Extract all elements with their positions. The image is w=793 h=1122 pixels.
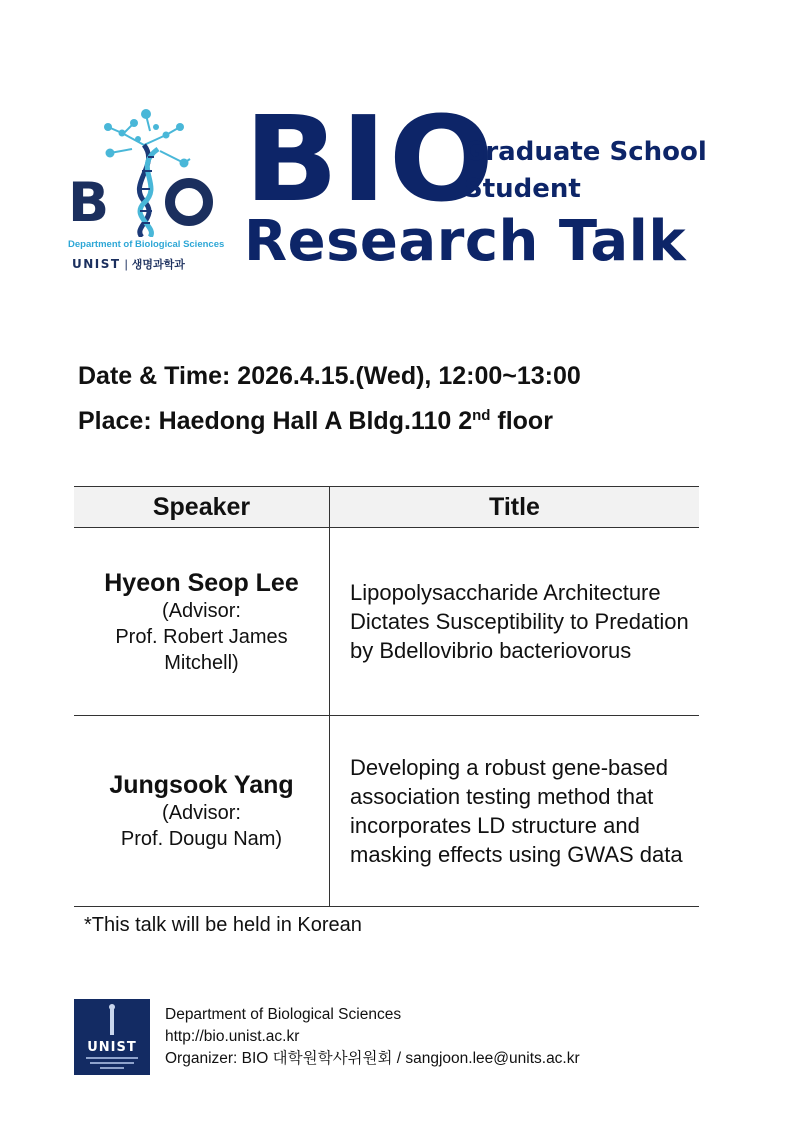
speaker-cell	[74, 528, 330, 716]
unist-footer-logo	[74, 999, 150, 1075]
advisor-line: Prof. Robert James	[115, 625, 288, 648]
advisor-line: (Advisor:	[162, 802, 241, 824]
logo-letter-b: B	[68, 171, 110, 234]
footer-contact	[165, 1004, 580, 1070]
speaker-name: Jungsook Yang	[109, 771, 294, 799]
unist-emblem-icon	[74, 999, 150, 1075]
subtitle-line-2: Student	[464, 174, 581, 204]
footer-logo-text: UNIST	[87, 1040, 137, 1055]
speaker-cell	[74, 716, 330, 907]
advisor-line: (Advisor:	[162, 599, 241, 622]
table-header-row	[74, 487, 699, 528]
place-text: Place: Haedong Hall A Bldg.110 2	[78, 407, 473, 435]
research-talk-title: Research Talk	[244, 209, 687, 274]
table-row	[74, 528, 699, 716]
logo-department-label: Department of Biological Sciences	[68, 239, 225, 250]
talk-title: Developing a robust gene-based association testing method that incorporates LD structure and masking effects using GWAS data	[330, 716, 700, 907]
logo-unist-label	[72, 256, 185, 272]
footer-organizer: Organizer: BIO 대학원학사위원회 / sangjoon.lee@units.ac.kr	[165, 1050, 580, 1067]
column-header-title: Title	[330, 487, 700, 528]
place-floor: floor	[490, 407, 553, 435]
speaker-name: Hyeon Seop Lee	[104, 568, 299, 597]
logo-korean-label: 생명과학과	[131, 259, 185, 271]
language-note: *This talk will be held in Korean	[84, 914, 362, 936]
footer-department: Department of Biological Sciences	[165, 1006, 402, 1023]
subtitle-line-1: Graduate School	[464, 137, 707, 167]
advisor-line: Mitchell)	[164, 651, 239, 674]
event-subtitle	[464, 134, 707, 208]
table-row	[74, 716, 699, 907]
column-header-speaker: Speaker	[74, 487, 330, 528]
advisor-line: Prof. Dougu Nam)	[120, 828, 283, 850]
dna-tree-icon	[62, 105, 227, 237]
bio-department-logo	[62, 105, 227, 275]
place	[78, 407, 553, 436]
place-ordinal-suffix: nd	[472, 407, 491, 424]
logo-separator: |	[124, 257, 128, 271]
logo-unist-brand: UNIST	[72, 257, 121, 271]
date-time: Date & Time: 2026.4.15.(Wed), 12:00~13:00	[78, 362, 581, 390]
talk-title: Lipopolysaccharide Architecture Dictates Susceptibility to Predation by Bdellovibrio bacteriovorus	[330, 528, 700, 716]
talk-schedule-table	[74, 486, 699, 907]
bio-title: BIO	[244, 90, 497, 228]
footer-website-link[interactable]: http://bio.unist.ac.kr	[165, 1028, 300, 1045]
